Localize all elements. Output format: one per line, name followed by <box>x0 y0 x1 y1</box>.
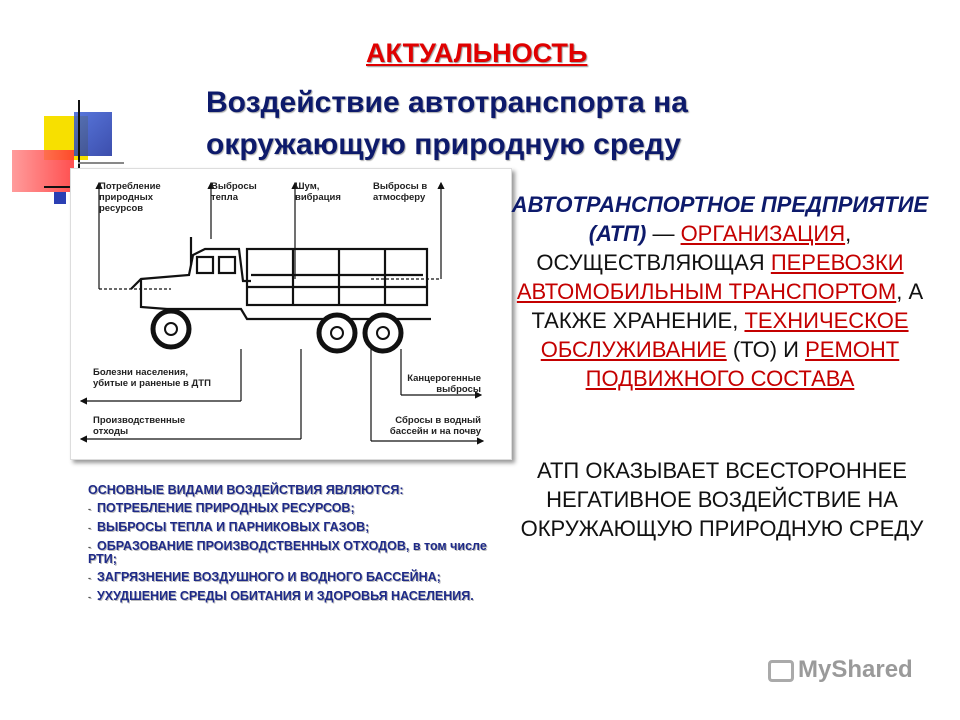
slide-heading: АКТУАЛЬНОСТЬ <box>366 38 588 68</box>
diagram-label-heat: Выбросы тепла <box>211 181 257 203</box>
truck-impact-diagram <box>70 168 512 460</box>
list-item: - ОБРАЗОВАНИЕ ПРОИЗВОДСТВЕННЫХ ОТХОДОВ, в том числе РТИ; <box>88 539 487 566</box>
truck-wheels <box>153 311 401 351</box>
effects-intro: ОСНОВНЫЕ ВИДАМИ ВОЗДЕЙСТВИЯ ЯВЛЯЮТСЯ: <box>88 483 404 497</box>
atp-impact-text: АТП ОКАЗЫВАЕТ ВСЕСТОРОННЕЕ НЕГАТИВНОЕ ВОЗДЕЙСТВИЕ НА ОКРУЖАЮЩУЮ ПРИРОДНУЮ СРЕДУ <box>520 458 924 541</box>
list-item: - УХУДШЕНИЕ СРЕДЫ ОБИТАНИЯ И ЗДОРОВЬЯ НАСЕЛЕНИЯ. <box>88 589 474 603</box>
link-organization[interactable]: ОРГАНИЗАЦИЯ <box>680 221 846 246</box>
truck-illustration <box>131 237 431 319</box>
diagram-label-noise: Шум, вибрация <box>295 181 341 203</box>
diagram-label-emissions: Выбросы в атмосферу <box>373 181 428 203</box>
decor-small-square <box>54 192 66 204</box>
diagram-label-discharge: Сбросы в водный бассейн и на почву <box>389 415 481 437</box>
atp-definition: АВТОТРАНСПОРТНОЕ ПРЕДПРИЯТИЕ (АТП) — ОРГАНИЗАЦИЯ, ОСУЩЕСТВЛЯЮЩАЯ ПЕРЕВОЗКИ АВТОМОБИЛЬНЫМ ТРАНСПОРТОМ, А ТАКЖЕ ХРАНЕНИЕ, ТЕХНИЧЕСКОЕ ОБСЛУЖИВАНИЕ (ТО) И РЕМОНТ ПОДВИЖНОГО СОСТАВА <box>511 192 929 391</box>
link-repair[interactable]: РЕМОНТ ПОДВИЖНОГО СОСТАВА <box>585 337 900 391</box>
diagram-label-carcinogens: Канцерогенные выбросы <box>407 373 481 395</box>
slide-title: Воздействие автотранспорта на окружающую природную среду <box>206 86 688 161</box>
definition-term: АВТОТРАНСПОРТНОЕ ПРЕДПРИЯТИЕ (АТП) <box>511 192 929 246</box>
presentation-icon <box>768 660 794 682</box>
decor-line <box>78 162 124 164</box>
link-transport[interactable]: ПЕРЕВОЗКИ АВТОМОБИЛЬНЫМ ТРАНСПОРТОМ <box>516 250 904 304</box>
link-maintenance[interactable]: ТЕХНИЧЕСКОЕ ОБСЛУЖИВАНИЕ <box>540 308 909 362</box>
list-item: - ЗАГРЯЗНЕНИЕ ВОЗДУШНОГО И ВОДНОГО БАССЕЙНА; <box>88 570 441 584</box>
diagram-label-disease: Болезни населения, убитые и раненые в ДТП <box>93 367 211 389</box>
list-item: - ПОТРЕБЛЕНИЕ ПРИРОДНЫХ РЕСУРСОВ; <box>88 501 355 515</box>
diagram-label-waste: Производственные отходы <box>93 415 186 437</box>
diagram-label-resources: Потребление природных ресурсов <box>99 181 161 214</box>
list-item: - ВЫБРОСЫ ТЕПЛА И ПАРНИКОВЫХ ГАЗОВ; <box>88 520 370 534</box>
effects-list <box>88 484 508 609</box>
watermark-logo: MyShared <box>768 656 913 684</box>
